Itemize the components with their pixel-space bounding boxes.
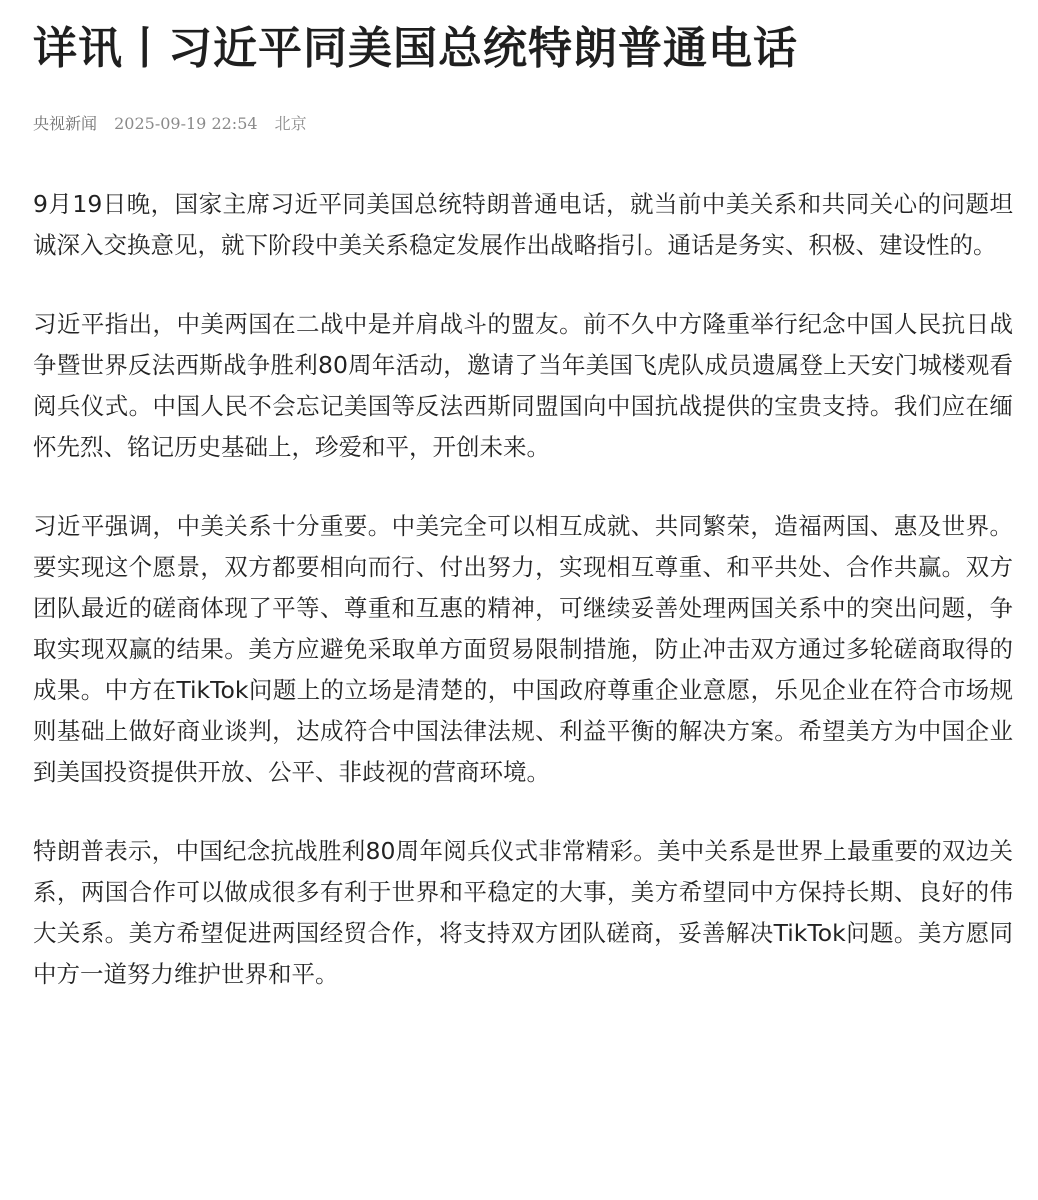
paragraph-3: 习近平强调，中美关系十分重要。中美完全可以相互成就、共同繁荣，造福两国、惠及世界。要实现这个愿景，双方都要相向而行、付出努力，实现相互尊重、和平共处、合作共赢。双方团队最近的磋商体现了平等、尊重和互惠的精神，可继续妥善处理两国关系中的突出问题，争取实现双赢的结果。美方应避免采取单方面贸易限制措施，防止冲击双方通过多轮磋商取得的成果。中方在TikTok问题上的立场是清楚的，中国政府尊重企业意愿，乐见企业在符合市场规则基础上做好商业谈判，达成符合中国法律法规、利益平衡的解决方案。希望美方为中国企业到美国投资提供开放、公平、非歧视的营商环境。 xyxy=(33,512,1013,786)
paragraph-2: 习近平指出，中美两国在二战中是并肩战斗的盟友。前不久中方隆重举行纪念中国人民抗日战争暨世界反法西斯战争胜利80周年活动，邀请了当年美国飞虎队成员遗属登上天安门城楼观看阅兵仪式。中国人民不会忘记美国等反法西斯同盟国向中国抗战提供的宝贵支持。我们应在缅怀先烈、铭记历史基础上，珍爱和平，开创未来。 xyxy=(33,310,1013,461)
article-title: 详讯丨习近平同美国总统特朗普通电话 xyxy=(33,23,798,74)
article-body xyxy=(33,184,1013,995)
article-location: 北京 xyxy=(274,114,307,133)
article xyxy=(33,0,1013,1033)
article-datetime: 2025-09-19 22:54 xyxy=(114,114,258,133)
paragraph-1: 9月19日晚，国家主席习近平同美国总统特朗普通电话，就当前中美关系和共同关心的问题坦诚深入交换意见，就下阶段中美关系稳定发展作出战略指引。通话是务实、积极、建设性的。 xyxy=(33,190,1013,259)
paragraph-4: 特朗普表示，中国纪念抗战胜利80周年阅兵仪式非常精彩。美中关系是世界上最重要的双边关系，两国合作可以做成很多有利于世界和平稳定的大事，美方希望同中方保持长期、良好的伟大关系。美方希望促进两国经贸合作，将支持双方团队磋商，妥善解决TikTok问题。美方愿同中方一道努力维护世界和平。 xyxy=(33,837,1013,988)
article-meta xyxy=(33,112,1013,136)
article-source[interactable]: 央视新闻 xyxy=(33,114,98,133)
